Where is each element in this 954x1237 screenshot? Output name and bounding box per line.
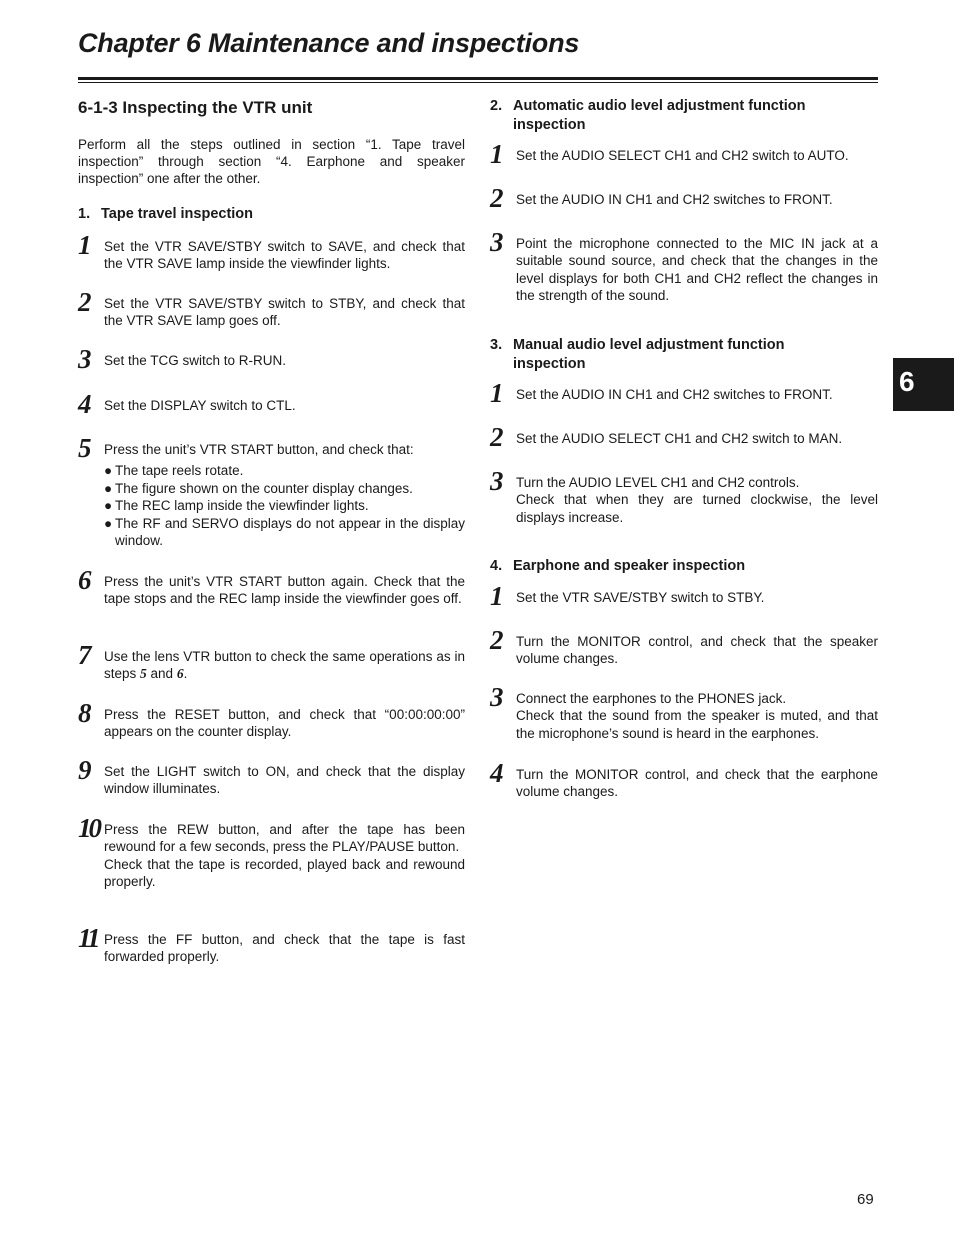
bullet-icon: ● xyxy=(104,515,113,531)
step-text: Connect the earphones to the PHONES jack. xyxy=(516,691,787,706)
step-text: Use the lens VTR button to check the same operations as in steps 5 and 6. xyxy=(104,649,465,682)
step-number: 1 xyxy=(490,139,501,169)
step-text: Set the AUDIO IN CH1 and CH2 switches to FRONT. xyxy=(516,387,833,402)
bullet-icon: ● xyxy=(104,463,113,479)
step-text: Press the FF button, and check that the tape is fast forwarded properly. xyxy=(104,932,465,965)
step-number: 7 xyxy=(78,640,89,670)
step-number: 4 xyxy=(78,389,89,419)
header-rule-thick xyxy=(78,77,878,80)
heading-number: 3. xyxy=(490,337,503,353)
step-number: 1 xyxy=(78,230,89,260)
step-number: 2 xyxy=(490,625,501,655)
bullet-icon: ● xyxy=(104,480,113,496)
step-text: Press the RESET button, and check that “00:00:00:00” appears on the counter display. xyxy=(104,707,465,740)
auto-audio-heading xyxy=(490,97,805,135)
tape-travel-heading xyxy=(78,205,253,224)
step-text: Press the REW button, and after the tape has been rewound for a few seconds, press the PLAY/PAUSE button. xyxy=(104,822,465,855)
section-title: 6-1-3 Inspecting the VTR unit xyxy=(78,98,313,117)
step-number: 3 xyxy=(490,682,501,712)
step-text: Point the microphone connected to the MIC IN jack at a suitable sound source, and check that the changes in the level displays for both CH1 and CH2 reflect the changes in the strength of the sound. xyxy=(516,236,878,304)
step-text: Set the TCG switch to R-RUN. xyxy=(104,353,287,368)
step-text: Set the LIGHT switch to ON, and check that the display window illuminates. xyxy=(104,764,465,797)
heading-text: Earphone and speaker inspection xyxy=(513,558,746,574)
chapter-tab-number: 6 xyxy=(899,366,915,397)
step-number: 10 xyxy=(78,813,99,843)
step-text: Set the AUDIO SELECT CH1 and CH2 switch to MAN. xyxy=(516,431,843,446)
step-check-text: Check that the tape is recorded, played back and rewound properly. xyxy=(104,856,465,890)
heading-text: Manual audio level adjustment function inspection xyxy=(513,337,785,372)
manual-audio-heading xyxy=(490,336,785,374)
step-text: Set the VTR SAVE/STBY switch to STBY. xyxy=(516,590,765,605)
step-number: 2 xyxy=(490,422,501,452)
chapter-title: Chapter 6 Maintenance and inspections xyxy=(78,28,580,58)
step-check-text: Check that the sound from the speaker is muted, and that the microphone’s sound is heard in the earphones. xyxy=(516,708,878,741)
step-text: Set the AUDIO IN CH1 and CH2 switches to FRONT. xyxy=(516,192,833,207)
step-text: Press the unit’s VTR START button again. Check that the tape stops and the REC lamp inside the viewfinder goes off. xyxy=(104,574,465,607)
bullet-icon: ● xyxy=(104,498,113,514)
step-number: 8 xyxy=(78,698,89,728)
step-ref: 5 xyxy=(140,666,147,682)
step-number: 9 xyxy=(78,755,89,785)
check-list xyxy=(104,462,465,549)
step-text: Turn the MONITOR control, and check that the speaker volume changes. xyxy=(516,634,878,667)
heading-number: 4. xyxy=(490,558,503,574)
heading-number: 1. xyxy=(78,206,91,222)
check-list-item: ● The RF and SERVO displays do not appear in the display window. xyxy=(104,515,465,549)
step-number: 5 xyxy=(78,433,89,463)
step-number: 6 xyxy=(78,565,89,595)
step-number: 2 xyxy=(490,183,501,213)
earphone-heading xyxy=(490,557,745,576)
step-check-text: Check that when they are turned clockwise, the level displays increase. xyxy=(516,492,878,525)
step-text: Set the AUDIO SELECT CH1 and CH2 switch to AUTO. xyxy=(516,148,849,163)
header-rule-thin xyxy=(78,82,878,83)
step-ref: 6 xyxy=(176,666,184,682)
check-list-item: ● The tape reels rotate. xyxy=(104,463,244,479)
step-number: 4 xyxy=(490,758,501,788)
section-intro: Perform all the steps outlined in section “1. Tape travel inspection” through section “4. Earphone and speaker inspection” one after the other. xyxy=(78,137,465,187)
heading-number: 2. xyxy=(490,98,503,114)
step-number: 1 xyxy=(490,581,501,611)
step-number: 3 xyxy=(78,344,89,374)
step-text: Set the VTR SAVE/STBY switch to STBY, and check that the VTR SAVE lamp goes off. xyxy=(104,296,465,329)
step-number: 3 xyxy=(490,466,501,496)
step-number: 3 xyxy=(490,227,501,257)
page-number: 69 xyxy=(857,1191,874,1208)
step-text: Turn the MONITOR control, and check that the earphone volume changes. xyxy=(516,767,878,800)
heading-text: Tape travel inspection xyxy=(101,206,254,222)
step-number: 1 xyxy=(490,378,501,408)
check-list-item: ● The figure shown on the counter display changes. xyxy=(104,480,413,496)
step-number: 11 xyxy=(78,923,98,953)
step-text: Set the DISPLAY switch to CTL. xyxy=(104,398,296,413)
step-text: Set the VTR SAVE/STBY switch to SAVE, and check that the VTR SAVE lamp inside the viewfinder lights. xyxy=(104,239,465,272)
step-text: Turn the AUDIO LEVEL CH1 and CH2 controls. xyxy=(516,475,800,490)
heading-text: Automatic audio level adjustment function inspection xyxy=(513,98,806,133)
step-text: Press the unit’s VTR START button, and check that: xyxy=(104,442,414,457)
check-list-item: ● The REC lamp inside the viewfinder lights. xyxy=(104,498,369,514)
chapter-tab xyxy=(893,358,954,411)
step-number: 2 xyxy=(78,287,89,317)
